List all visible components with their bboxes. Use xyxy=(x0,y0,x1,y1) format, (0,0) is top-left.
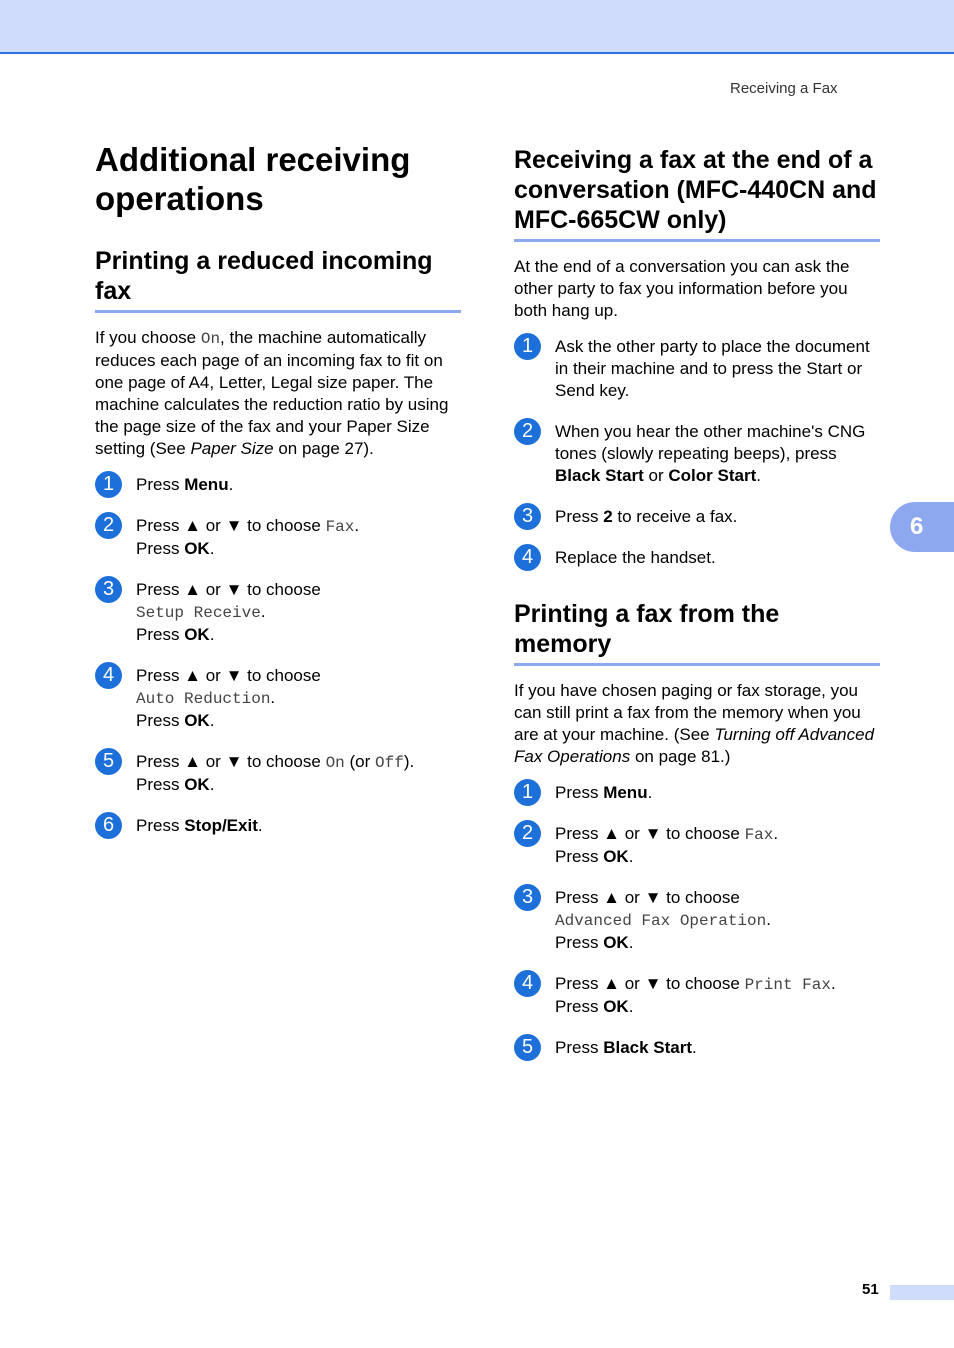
step-text: When you hear the other machine's CNG tones (slowly repeating beeps), press xyxy=(555,422,866,463)
step-item xyxy=(95,474,461,496)
step-text: . xyxy=(257,816,263,835)
step-number-badge: 4 xyxy=(514,970,541,997)
code-on: On xyxy=(200,330,221,348)
key-name: Menu xyxy=(603,783,648,802)
reduced-fax-intro xyxy=(95,327,461,460)
step-text: . xyxy=(766,910,771,929)
step-text: Press xyxy=(555,997,604,1016)
menu-option: Setup Receive xyxy=(136,604,261,622)
step-text: . xyxy=(228,475,234,494)
step-text: Press xyxy=(136,625,185,644)
step-text: . xyxy=(647,783,653,802)
key-name: OK xyxy=(184,711,210,730)
step-text: to receive a fax. xyxy=(612,507,738,526)
intro-text: If you have chosen paging or fax storage, you can still print a fax from the memory when you are at your machine. (See xyxy=(514,681,861,744)
step-text: Press ▲ or ▼ to choose xyxy=(555,974,745,993)
step-text: . xyxy=(354,516,360,535)
step-text: or xyxy=(643,466,669,485)
step-number-badge: 2 xyxy=(514,418,541,445)
key-name: Black Start xyxy=(555,466,644,485)
menu-option: Print Fax xyxy=(744,976,831,994)
step-item xyxy=(95,815,461,837)
step-number-badge: 5 xyxy=(514,1034,541,1061)
step-item xyxy=(95,665,461,732)
step-text: . xyxy=(209,625,215,644)
step-number-badge: 1 xyxy=(514,779,541,806)
step-number-badge: 3 xyxy=(95,576,122,603)
step-text: . xyxy=(628,933,634,952)
step-number-badge: 1 xyxy=(514,333,541,360)
intro-text: on page 81.) xyxy=(630,747,731,766)
step-item xyxy=(514,973,880,1018)
menu-option: Fax xyxy=(744,826,774,844)
xref-paper-size: Paper Size xyxy=(190,439,274,458)
section-title-reduced-fax: Printing a reduced incoming fax xyxy=(95,246,461,313)
step-item xyxy=(514,336,880,402)
chapter-tab: 6 xyxy=(890,502,954,552)
left-column xyxy=(95,140,461,856)
step-text: . xyxy=(260,602,266,621)
step-number-badge: 4 xyxy=(514,544,541,571)
key-name: Black Start xyxy=(603,1038,693,1057)
menu-option: Off xyxy=(375,754,404,772)
page-number: 51 xyxy=(862,1281,879,1298)
step-text: Press xyxy=(136,816,185,835)
print-from-memory-steps xyxy=(514,782,880,1059)
step-text: Press ▲ or ▼ to choose xyxy=(136,666,321,685)
step-text: Press xyxy=(136,475,185,494)
step-text: . xyxy=(209,711,215,730)
step-item xyxy=(514,547,880,569)
step-number-badge: 3 xyxy=(514,503,541,530)
menu-option: Auto Reduction xyxy=(136,690,271,708)
page-number-bar xyxy=(890,1285,954,1300)
step-text: Press xyxy=(136,775,185,794)
step-text: Press ▲ or ▼ to choose xyxy=(136,516,326,535)
reduced-fax-steps xyxy=(95,474,461,837)
step-text: . xyxy=(209,539,215,558)
step-item xyxy=(514,887,880,954)
step-text: Press xyxy=(555,1038,604,1057)
key-name: OK xyxy=(603,847,629,866)
end-of-conversation-intro: At the end of a conversation you can ask the other party to fax you information before you both hang up. xyxy=(514,257,850,320)
step-text: Press ▲ or ▼ to choose xyxy=(555,824,745,843)
step-text: Replace the handset. xyxy=(555,548,716,567)
end-of-conversation-steps xyxy=(514,336,880,569)
step-text: . xyxy=(628,997,634,1016)
chapter-section-title: Additional receiving operations xyxy=(95,141,411,217)
right-column xyxy=(514,140,880,1078)
step-text: ). xyxy=(403,752,415,771)
step-text: . xyxy=(773,824,779,843)
step-text: . xyxy=(692,1038,697,1057)
key-name: OK xyxy=(184,539,210,558)
step-number-badge: 2 xyxy=(514,820,541,847)
step-number-badge: 1 xyxy=(95,471,122,498)
step-text: Press xyxy=(555,847,604,866)
step-number-badge: 2 xyxy=(95,512,122,539)
step-item xyxy=(95,579,461,646)
section-title-end-of-conversation: Receiving a fax at the end of a conversation (MFC-440CN and MFC-665CW only) xyxy=(514,145,880,242)
step-text: . xyxy=(830,974,836,993)
key-name: Stop/Exit xyxy=(184,816,258,835)
step-text: Press ▲ or ▼ to choose xyxy=(136,580,321,599)
step-text: Press ▲ or ▼ to choose xyxy=(136,752,326,771)
step-item xyxy=(514,1037,880,1059)
key-name: 2 xyxy=(603,507,613,526)
key-name: Color Start xyxy=(668,466,757,485)
key-name: OK xyxy=(184,775,210,794)
step-number-badge: 3 xyxy=(514,884,541,911)
step-text: . xyxy=(270,688,276,707)
xref-turning-off-advanced-fax: Turning off Advanced Fax Operations xyxy=(514,725,875,766)
step-text: Press xyxy=(136,539,185,558)
step-text: . xyxy=(756,466,761,485)
step-text: Press xyxy=(136,711,185,730)
running-head: Receiving a Fax xyxy=(730,80,838,97)
step-number-badge: 6 xyxy=(95,812,122,839)
intro-text: on page 27). xyxy=(273,439,374,458)
intro-text: , the machine automatically reduces each page of an incoming fax to fit on one page of A4, Letter, Legal size paper. The machine calculates the reduction ratio by using the page size of the fax and your Paper Size setting (See xyxy=(95,328,449,458)
menu-option: Fax xyxy=(325,518,355,536)
step-item xyxy=(514,506,880,528)
intro-text: If you choose xyxy=(95,328,201,347)
step-item xyxy=(95,515,461,560)
step-item xyxy=(514,782,880,804)
menu-option: Advanced Fax Operation xyxy=(555,912,767,930)
step-text: Press xyxy=(555,507,604,526)
step-text: (or xyxy=(344,752,375,771)
key-name: OK xyxy=(184,625,210,644)
menu-option: On xyxy=(325,754,345,772)
step-text: Press xyxy=(555,783,604,802)
step-text: . xyxy=(628,847,634,866)
step-number-badge: 5 xyxy=(95,748,122,775)
step-item xyxy=(514,421,880,487)
step-text: Ask the other party to place the document in their machine and to press the Start or Send key. xyxy=(555,337,870,400)
step-text: Press xyxy=(555,933,604,952)
step-number-badge: 4 xyxy=(95,662,122,689)
step-text: . xyxy=(209,775,215,794)
step-item xyxy=(514,823,880,868)
top-header-bar xyxy=(0,0,954,54)
step-text: Press ▲ or ▼ to choose xyxy=(555,888,740,907)
step-item xyxy=(95,751,461,796)
print-from-memory-intro xyxy=(514,680,880,768)
section-title-print-from-memory: Printing a fax from the memory xyxy=(514,599,880,666)
key-name: OK xyxy=(603,933,629,952)
key-name: OK xyxy=(603,997,629,1016)
key-name: Menu xyxy=(184,475,229,494)
